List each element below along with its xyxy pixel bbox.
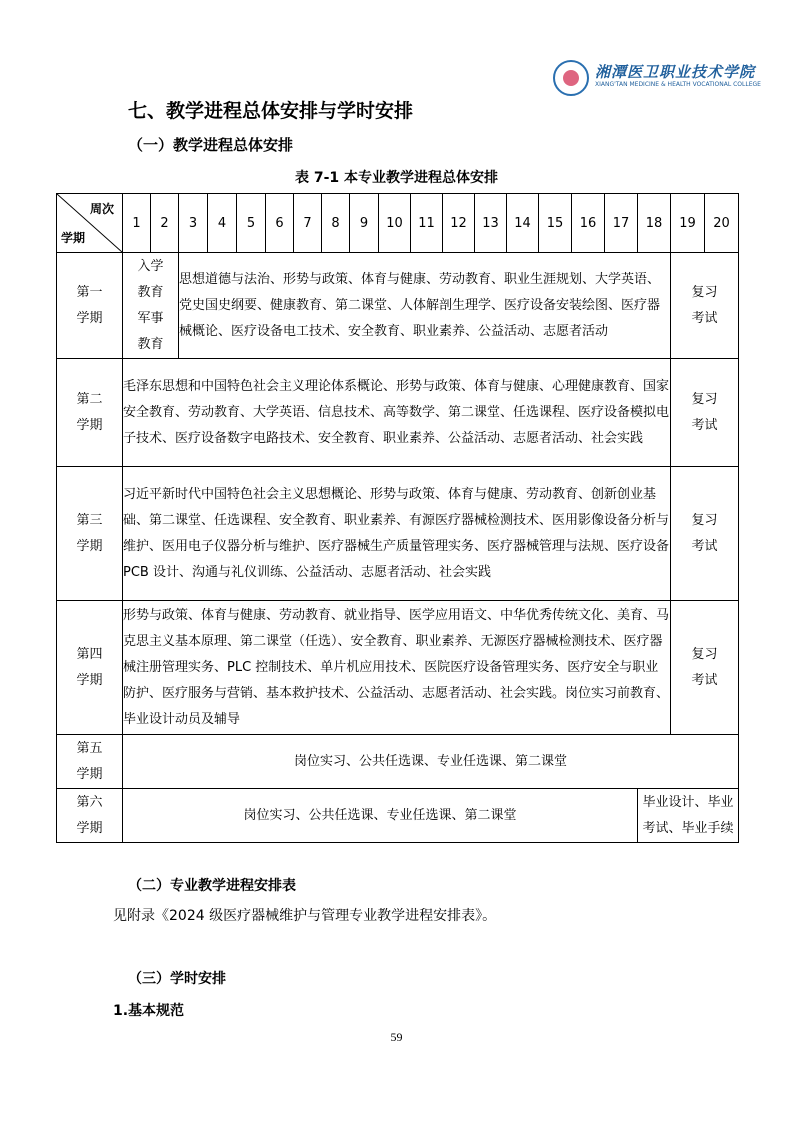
week-header: 8 — [322, 194, 350, 253]
week-header: 15 — [539, 194, 572, 253]
week-header: 20 — [705, 194, 739, 253]
semester-label-text: 第四学期 — [76, 646, 103, 688]
semester-label-text: 第六学期 — [76, 794, 103, 836]
course-list: 毛泽东思想和中国特色社会主义理论体系概论、形势与政策、体育与健康、心理健康教育、国家安全教育、劳动教育、大学英语、信息技术、高等数学、第二课堂、任选课程、医疗设备模拟电子技术、医疗设备数字电路技术、安全教育、职业素养、公益活动、志愿者活动、社会实践 — [123, 359, 671, 467]
graduation-cell — [638, 789, 739, 843]
page-number: 59 — [390, 1030, 403, 1044]
week-header: 12 — [443, 194, 475, 253]
subsection-title-3-1: 1.基本规范 — [113, 1003, 185, 1019]
semester-row — [57, 601, 739, 735]
orientation-text: 入学教育军事教育 — [137, 258, 164, 352]
semester-row — [57, 735, 739, 789]
semester-label — [57, 467, 123, 601]
semester-label-text: 第五学期 — [76, 740, 103, 782]
exam-text: 复习考试 — [691, 646, 718, 688]
schedule-table — [56, 193, 739, 843]
semester-label — [57, 359, 123, 467]
exam-cell — [671, 253, 739, 359]
week-header: 16 — [572, 194, 605, 253]
week-header: 3 — [179, 194, 208, 253]
college-seal-icon — [553, 60, 589, 96]
semester-label-text: 第一学期 — [76, 284, 103, 326]
week-header: 13 — [475, 194, 507, 253]
course-list: 形势与政策、体育与健康、劳动教育、就业指导、医学应用语文、中华优秀传统文化、美育、马克思主义基本原理、第二课堂（任选）、安全教育、职业素养、无源医疗器械检测技术、医疗器械注册管理实务、PLC 控制技术、单片机应用技术、医院医疗设备管理实务、医疗安全与职业防护、医疗服务与营销、基本救护技术、公益活动、志愿者活动、社会实践。岗位实习前教育、毕业设计动员及辅导 — [123, 601, 671, 735]
week-header: 4 — [208, 194, 237, 253]
exam-cell — [671, 601, 739, 735]
semester-label — [57, 735, 123, 789]
week-header: 2 — [151, 194, 179, 253]
table-caption: 表 7-1 本专业教学进程总体安排 — [294, 170, 499, 186]
exam-cell — [671, 359, 739, 467]
week-header: 6 — [266, 194, 294, 253]
exam-text: 复习考试 — [691, 284, 718, 326]
semester-row — [57, 789, 739, 843]
table-header-row — [57, 194, 739, 253]
corner-label-semester: 学期 — [61, 231, 86, 245]
semester-row — [57, 253, 739, 359]
semester-label-text: 第三学期 — [76, 512, 103, 554]
college-logo — [553, 58, 761, 100]
week-header: 18 — [638, 194, 671, 253]
semester-label — [57, 789, 123, 843]
week-header: 7 — [294, 194, 322, 253]
graduation-text: 毕业设计、毕业考试、毕业手续 — [642, 794, 734, 836]
exam-text: 复习考试 — [691, 512, 718, 554]
week-header: 11 — [411, 194, 443, 253]
semester-row — [57, 467, 739, 601]
table-corner-cell — [57, 194, 123, 253]
week-header: 1 — [123, 194, 151, 253]
exam-cell — [671, 467, 739, 601]
corner-label-week: 周次 — [89, 202, 114, 216]
semester-label-text: 第二学期 — [76, 391, 103, 433]
logo-chinese-name: 湘潭医卫职业技术学院 — [595, 63, 756, 81]
semester-row — [57, 359, 739, 467]
week-header: 10 — [379, 194, 411, 253]
subsection-title-1: （一）教学进程总体安排 — [128, 136, 294, 154]
subsection-title-2: （二）专业教学进程安排表 — [128, 878, 296, 894]
semester-label — [57, 253, 123, 359]
course-list: 岗位实习、公共任选课、专业任选课、第二课堂 — [123, 789, 638, 843]
subsection-title-3: （三）学时安排 — [128, 971, 226, 987]
course-list: 习近平新时代中国特色社会主义思想概论、形势与政策、体育与健康、劳动教育、创新创业基础、第二课堂、任选课程、安全教育、职业素养、有源医疗器械检测技术、医用影像设备分析与维护、医用电子仪器分析与维护、医疗器械生产质量管理实务、医疗器械管理与法规、医疗设备 PCB 设计、沟通与礼仪训练、公益活动、志愿者活动、社会实践 — [123, 467, 671, 601]
week-header: 5 — [237, 194, 266, 253]
week-header: 17 — [605, 194, 638, 253]
course-list: 岗位实习、公共任选课、专业任选课、第二课堂 — [123, 735, 739, 789]
subsection-2-text: 见附录《2024 级医疗器械维护与管理专业教学进程安排表》。 — [113, 908, 497, 924]
section-title: 七、教学进程总体安排与学时安排 — [128, 100, 414, 122]
week-header: 14 — [507, 194, 539, 253]
week-header: 9 — [350, 194, 379, 253]
orientation-cell — [123, 253, 179, 359]
semester-label — [57, 601, 123, 735]
logo-english-name: XIANG'TAN MEDICINE & HEALTH VOCATIONAL COLLEGE — [595, 81, 761, 88]
course-list: 思想道德与法治、形势与政策、体育与健康、劳动教育、职业生涯规划、大学英语、党史国史纲要、健康教育、第二课堂、人体解剖生理学、医疗设备安装绘图、医疗器械概论、医疗设备电工技术、安全教育、职业素养、公益活动、志愿者活动 — [179, 253, 671, 359]
exam-text: 复习考试 — [691, 391, 718, 433]
week-header: 19 — [671, 194, 705, 253]
